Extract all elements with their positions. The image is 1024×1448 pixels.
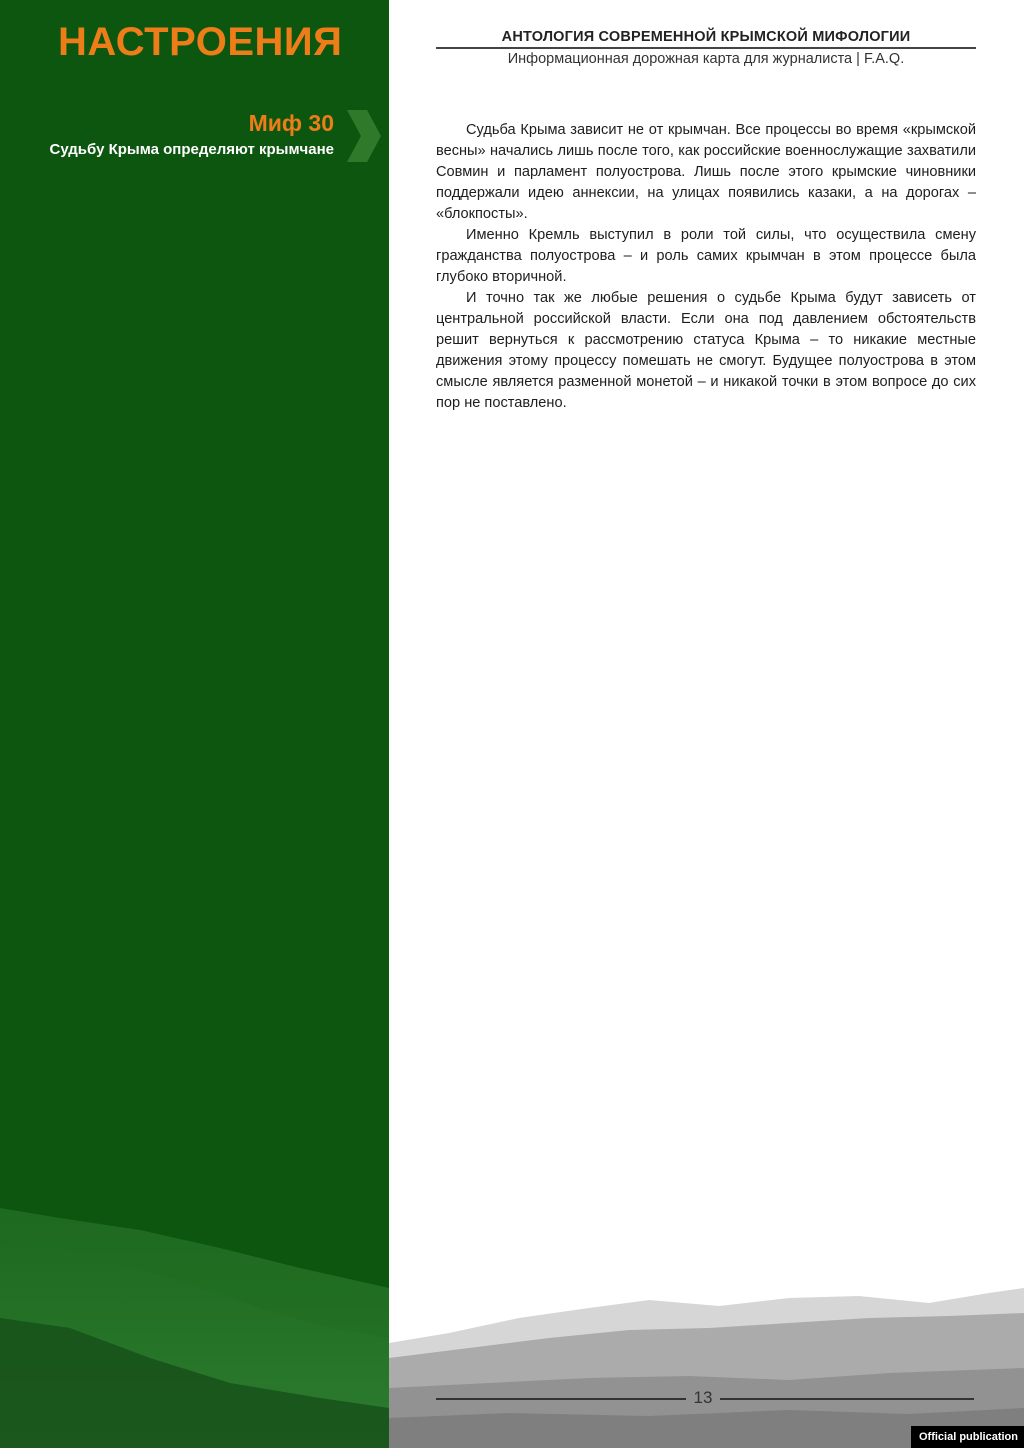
page-number: 13 (693, 1388, 713, 1407)
myth-title: Судьбу Крыма определяют крымчане (49, 141, 334, 158)
footer-divider-right (720, 1398, 974, 1400)
paragraph: Именно Кремль выступил в роли той силы, что осуществила смену гражданства полуострова – и роль самих крымчан в этом процессе была глубоко вторичной. (436, 227, 976, 285)
paragraph: И точно так же любые решения о судьбе Крыма будут зависеть от центральной российской власти. Если она под давлением обстоятельств решит вернуться к рассмотрению статуса Крыма – то никакие местные движения этому процессу помешать не смогут. Будущее полуострова в этом смысле является разменной монетой – и никакой точки в этом вопросе до сих пор не поставлено. (436, 290, 976, 411)
myth-number: Миф 30 (248, 110, 334, 136)
mountain-landscape-image (0, 1208, 389, 1448)
article-body (436, 120, 976, 414)
chevron-right-icon (345, 110, 381, 162)
sidebar-panel (0, 0, 389, 1448)
section-title: НАСТРОЕНИЯ (58, 20, 343, 64)
mountain-landscape-image (389, 1288, 1024, 1448)
publication-title: АНТОЛОГИЯ СОВРЕМЕННОЙ КРЫМСКОЙ МИФОЛОГИИ (501, 29, 911, 45)
paragraph: Судьба Крыма зависит не от крымчан. Все процессы во время «крымской весны» начались лишь после того, как российские военнослужащие захватили Совмин и парламент полуострова. Лишь после этого крымские чиновники поддержали идею аннексии, на улицах появились казаки, а на дорогах – «блокпосты». (436, 122, 976, 222)
footer-divider-left (436, 1398, 686, 1400)
header-divider (436, 47, 976, 49)
publication-subtitle: Информационная дорожная карта для журналиста | F.A.Q. (507, 51, 905, 67)
official-publication-badge: Official publication (911, 1426, 1024, 1448)
